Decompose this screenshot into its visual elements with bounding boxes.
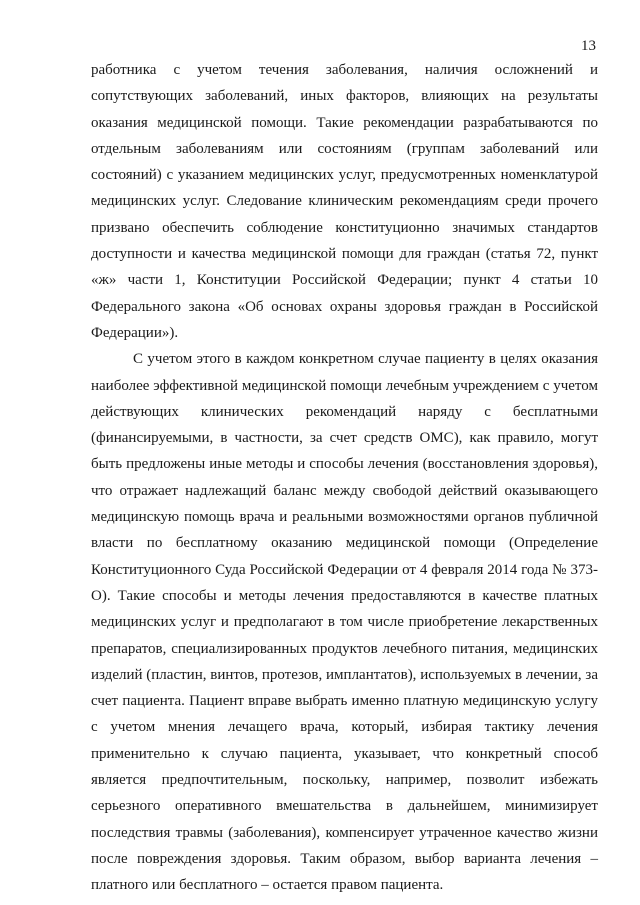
document-body — [91, 57, 598, 899]
paragraph-continuation: работника с учетом течения заболевания, наличия осложнений и сопутствующих заболеваний, иных факторов, влияющих на результаты оказания медицинской помощи. Такие рекомендации разрабатываются по отдельным заболеваниям или состояниям (группам заболеваний или состояний) с указанием медицинских услуг, предусмотренных номенклатурой медицинских услуг. Следование клиническим рекомендациям среди прочего призвано обеспечить соблюдение конституционно значимых стандартов доступности и качества медицинской помощи для граждан (статья 72, пункт «ж» части 1, Конституции Российской Федерации; пункт 4 статьи 10 Федерального закона «Об основах охраны здоровья граждан в Российской Федерации»). — [91, 62, 598, 341]
page-number: 13 — [581, 38, 596, 54]
paragraph-paid-services: С учетом этого в каждом конкретном случае пациенту в целях оказания наиболее эффективной медицинской помощи лечебным учреждением с учетом действующих клинических рекомендаций наряду с бесплатными (финансируемыми, в частности, за счет средств ОМС), как правило, могут быть предложены иные методы и способы лечения (восстановления здоровья), что отражает надлежащий баланс между свободой действий оказывающего медицинскую помощь врача и реальными возможностями органов публичной власти по бесплатному оказанию медицинской помощи (Определение Конституционного Суда Российской Федерации от 4 февраля 2014 года № 373-О). Такие способы и методы лечения предоставляются в качестве платных медицинских услуг и предполагают в том числе приобретение лекарственных препаратов, специализированных продуктов лечебного питания, медицинских изделий (пластин, винтов, протезов, имплантатов), используемых в лечении, за счет пациента. Пациент вправе выбрать именно платную медицинскую услугу с учетом мнения лечащего врача, который, избирая тактику лечения применительно к случаю пациента, указывает, что конкретный способ является предпочтительным, поскольку, например, позволит избежать серьезного оперативного вмешательства в дальнейшем, минимизирует последствия травмы (заболевания), компенсирует утраченное качество жизни после повреждения здоровья. Таким образом, выбор варианта лечения – платного или бесплатного – остается правом пациента. — [91, 351, 598, 894]
